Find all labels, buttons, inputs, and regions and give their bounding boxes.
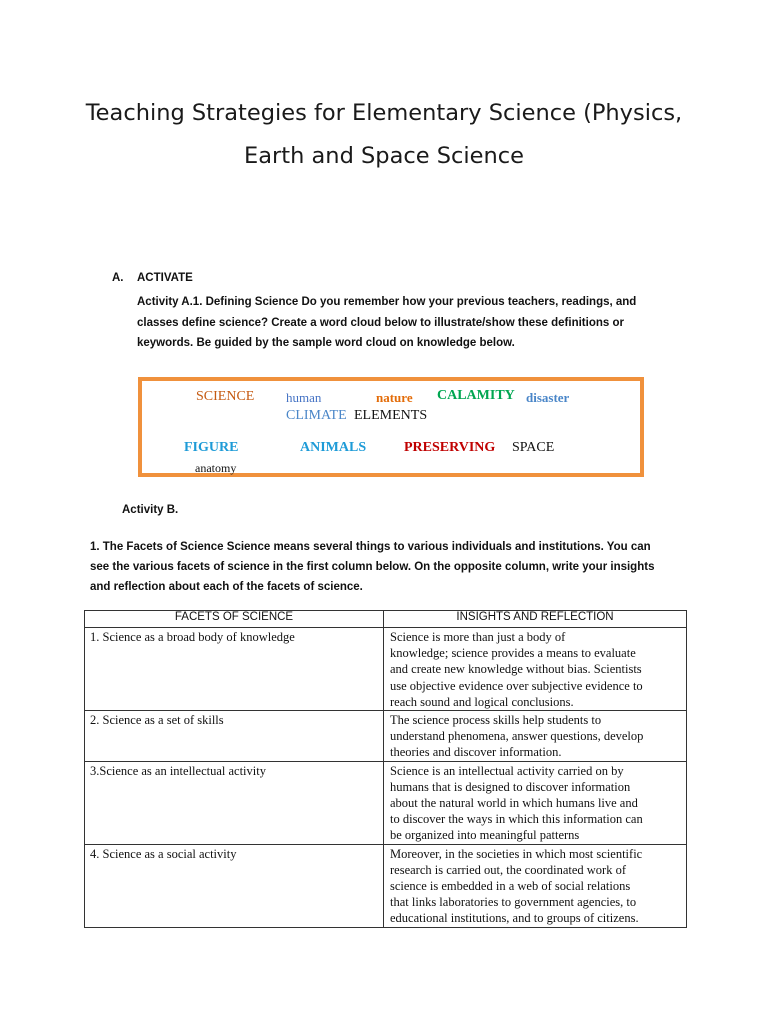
- facet-cell: 2. Science as a set of skills: [85, 711, 384, 762]
- insight-line: understand phenomena, answer questions, develop: [390, 729, 644, 744]
- cloud-word-nature: nature: [376, 390, 413, 405]
- cloud-word-human: human: [286, 390, 322, 405]
- table-row: [85, 711, 687, 762]
- insight-line: knowledge; science provides a means to evaluate: [390, 646, 636, 661]
- insight-line: humans that is designed to discover information: [390, 779, 631, 794]
- facet-cell: 1. Science as a broad body of knowledge: [85, 628, 384, 711]
- section-title: ACTIVATE: [137, 272, 193, 284]
- insight-line: be organized into meaningful patterns: [390, 828, 580, 843]
- instruction-line: keywords. Be guided by the sample word cloud on knowledge below.: [137, 337, 515, 349]
- question-line: see the various facets of science in the first column below. On the opposite column, write your insights: [90, 561, 655, 573]
- insight-line: use objective evidence over subjective evidence to: [390, 678, 643, 693]
- insight-line: educational institutions, and to groups of citizens.: [390, 911, 639, 926]
- insight-line: Science is an intellectual activity carried on by: [390, 763, 624, 778]
- insight-cell: [384, 761, 687, 844]
- question-line: and reflection about each of the facets of science.: [90, 581, 363, 593]
- facet-cell: 3.Science as an intellectual activity: [85, 761, 384, 844]
- column-header-insights: INSIGHTS AND REFLECTION: [384, 611, 687, 628]
- cloud-word-figure: FIGURE: [184, 440, 239, 455]
- insight-line: reach sound and logical conclusions.: [390, 694, 574, 709]
- cloud-word-animals: ANIMALS: [300, 440, 367, 455]
- table-row: [85, 628, 687, 711]
- insight-cell: [384, 844, 687, 927]
- table-row: [85, 761, 687, 844]
- insight-line: about the natural world in which humans live and: [390, 796, 638, 811]
- insight-line: research is carried out, the coordinated work of: [390, 862, 627, 877]
- word-cloud-box: [138, 377, 644, 477]
- page-title: [60, 92, 708, 178]
- cloud-word-anatomy: anatomy: [195, 461, 237, 475]
- insight-line: science is embedded in a web of social relations: [390, 879, 631, 894]
- facets-question: [90, 537, 690, 597]
- cloud-word-climate: CLIMATE: [286, 408, 347, 423]
- title-line-1: Teaching Strategies for Elementary Science (Physics,: [85, 100, 683, 126]
- question-line: 1. The Facets of Science Science means several things to various individuals and institutions. You can: [90, 541, 651, 553]
- cloud-word-space: SPACE: [512, 440, 555, 455]
- insight-line: to discover the ways in which this information can: [390, 812, 643, 827]
- facets-table: [84, 610, 687, 928]
- insight-line: that links laboratories to government agencies, to: [390, 895, 637, 910]
- instruction-line: classes define science? Create a word cloud below to illustrate/show these definitions or: [137, 316, 624, 329]
- insight-line: Moreover, in the societies in which most scientific: [390, 846, 643, 861]
- table-header-row: [85, 611, 687, 628]
- section-letter: A.: [112, 272, 124, 284]
- cloud-word-science: SCIENCE: [196, 389, 255, 404]
- insight-line: theories and discover information.: [390, 745, 562, 760]
- insight-cell: [384, 628, 687, 711]
- facet-cell: 4. Science as a social activity: [85, 844, 384, 927]
- insight-cell: [384, 711, 687, 762]
- cloud-word-elements: ELEMENTS: [354, 408, 428, 423]
- activity-b-heading: Activity B.: [122, 504, 179, 516]
- activity-a1-instructions: [137, 292, 657, 354]
- instruction-line: Activity A.1. Defining Science Do you remember how your previous teachers, readings, and: [137, 296, 637, 308]
- insight-line: The science process skills help students to: [390, 713, 602, 728]
- cloud-word-disaster: disaster: [526, 390, 570, 405]
- title-line-2: Earth and Space Science: [244, 143, 524, 169]
- cloud-word-calamity: CALAMITY: [437, 388, 515, 403]
- insight-line: Science is more than just a body of: [390, 630, 566, 644]
- cloud-word-preserving: PRESERVING: [404, 440, 496, 455]
- insight-line: and create new knowledge without bias. Scientists: [390, 662, 642, 677]
- column-header-facets: FACETS OF SCIENCE: [85, 611, 384, 628]
- table-row: [85, 844, 687, 927]
